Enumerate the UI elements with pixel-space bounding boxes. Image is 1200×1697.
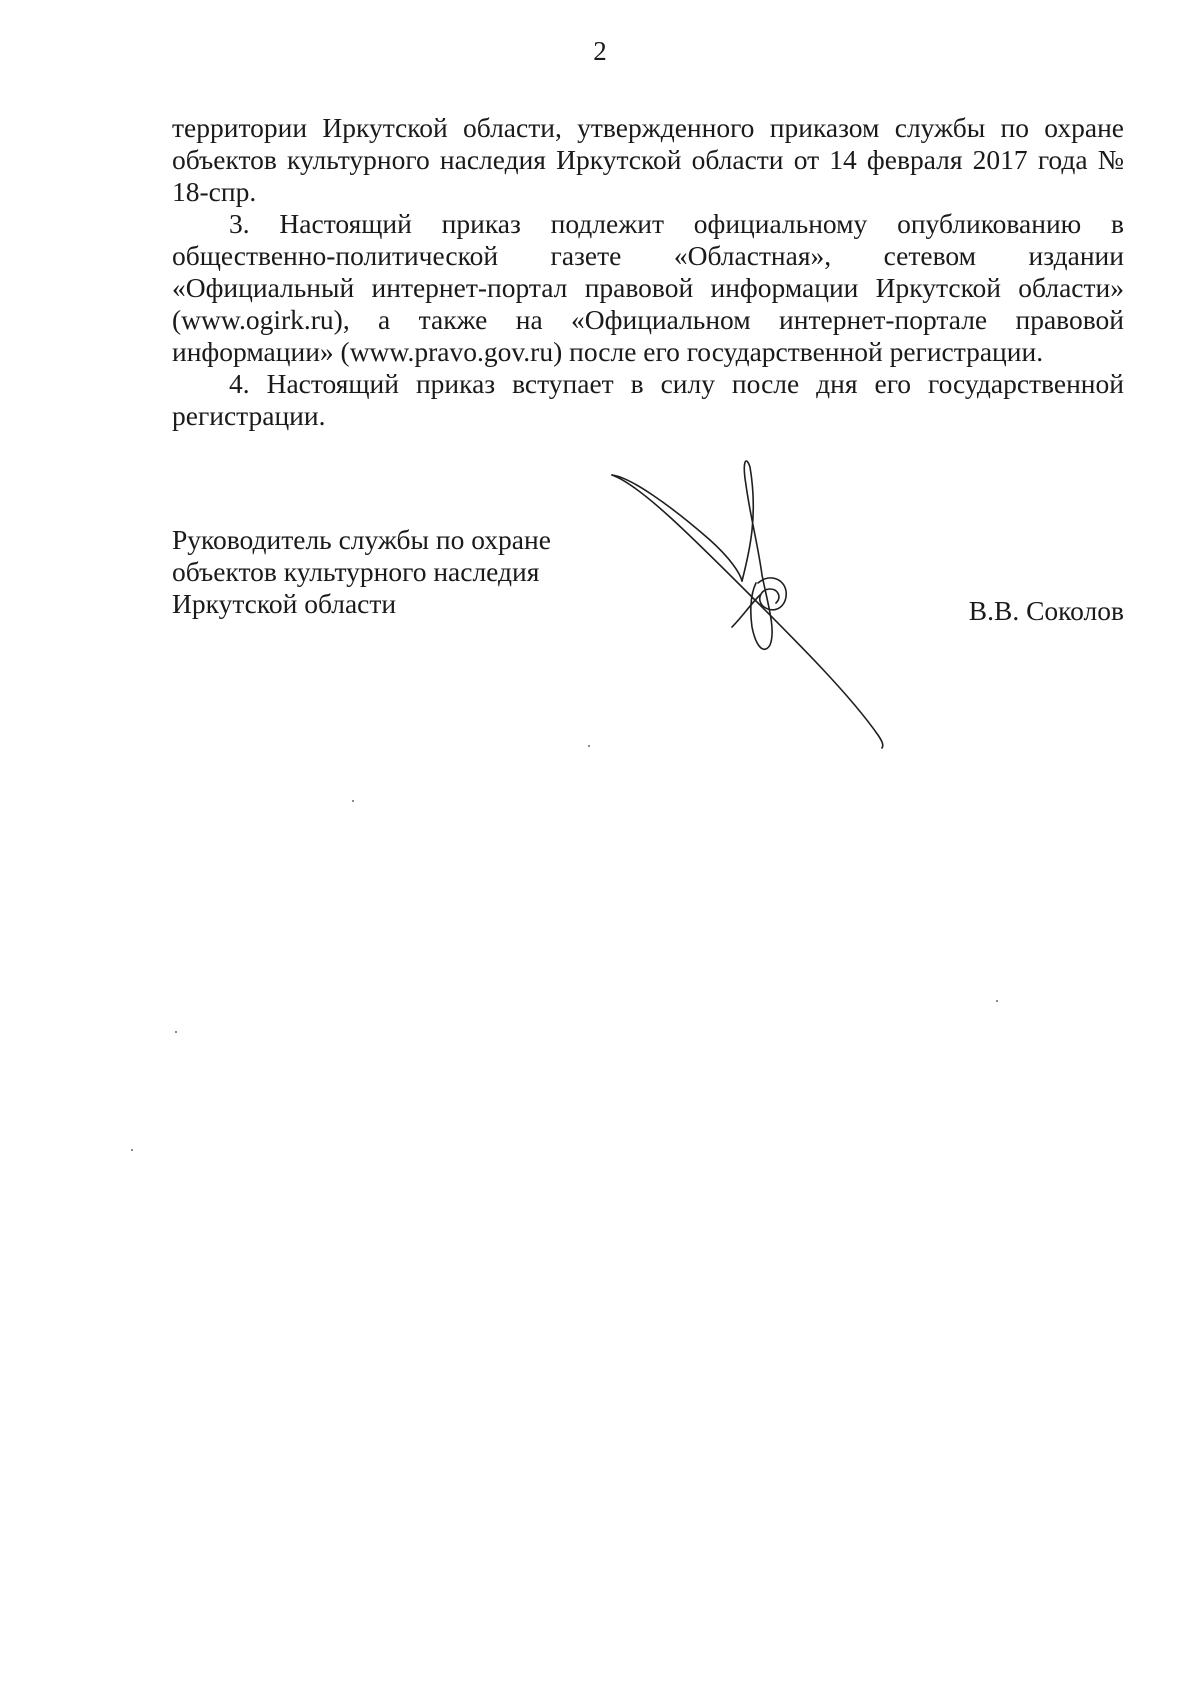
paragraph-continuation: территории Иркутской области, утвержденного приказом службы по охране объектов культурного наследия Иркутской области от 14 февраля 2017 года № 18-спр. <box>172 112 1124 207</box>
signatory-title-line: Иркутской области <box>172 588 397 619</box>
scan-speck <box>175 1031 177 1033</box>
signatory-title <box>172 524 551 620</box>
signatory-name: В.В. Соколов <box>968 595 1124 626</box>
document-body <box>172 112 1124 432</box>
scan-speck <box>131 1149 133 1151</box>
page-number: 2 <box>593 36 607 66</box>
paragraph-effective-date: 4. Настоящий приказ вступает в силу после дня его государственной регистрации. <box>172 368 1124 431</box>
scan-speck <box>352 800 354 802</box>
signatory-title-line: объектов культурного наследия <box>172 556 540 587</box>
handwritten-signature <box>600 455 900 755</box>
scan-speck <box>996 1000 998 1002</box>
paragraph-publication: 3. Настоящий приказ подлежит официальному опубликованию в общественно-политической газете «Областная», сетевом издании «Официальный интернет-портал правовой информации Иркутской области» (www.ogirk.ru), а также на «Официальном интернет-портале правовой информации» (www.pravo.gov.ru) после его государственной регистрации. <box>172 208 1124 367</box>
signatory-title-line: Руководитель службы по охране <box>172 524 551 555</box>
scan-speck <box>588 745 590 747</box>
